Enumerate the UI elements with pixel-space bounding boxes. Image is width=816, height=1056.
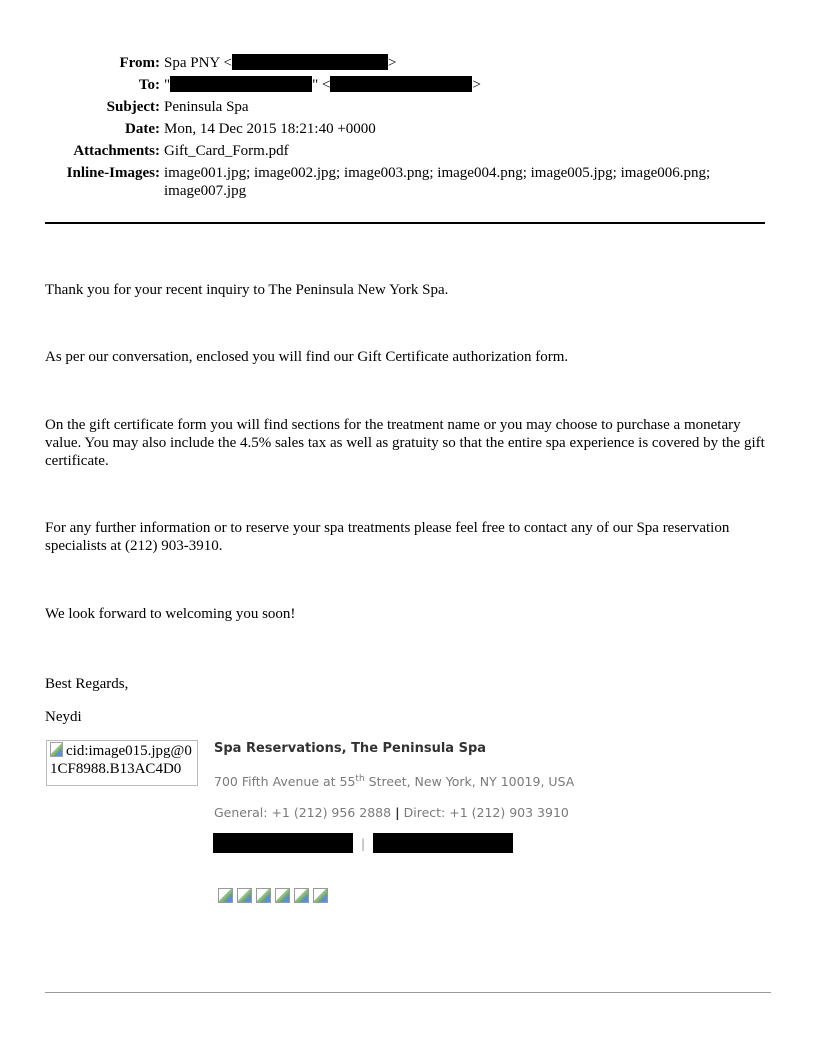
attachments-row (0, 140, 816, 162)
attachments-label: Attachments: (73, 143, 160, 159)
redacted-email (232, 54, 388, 70)
broken-image-icon[interactable] (294, 888, 309, 903)
broken-image-icon[interactable] (256, 888, 271, 903)
inline-images-label: Inline-Images: (66, 165, 160, 181)
paragraph-gift-certificate: On the gift certificate form you will find sections for the treatment name or you may choose to purchase a monetary value. You may also include the 4.5% sales tax as well as gratuity so that the entire spa experience is covered by the gift certificate. (45, 417, 765, 469)
inline-images-value: image001.jpg; image002.jpg; image003.png; image004.png; image005.jpg; image006.png; image007.jpg (164, 165, 711, 199)
phone-separator: | (395, 805, 400, 820)
redacted-link (213, 833, 353, 853)
paragraph-welcome: We look forward to welcoming you soon! (45, 606, 296, 622)
signature-links (213, 833, 513, 853)
redacted-email (330, 76, 472, 92)
date-label: Date: (125, 121, 160, 137)
from-label: From: (119, 55, 160, 71)
sender-name: Neydi (45, 709, 82, 725)
to-label: To: (138, 77, 160, 93)
subject-label: Subject: (106, 99, 160, 115)
paragraph-contact: For any further information or to reserve your spa treatments please feel free to contact any of our Spa reservation specialists at (212) 903-3910. (45, 520, 730, 554)
date-row (0, 118, 816, 140)
signature-image-alt: cid:image015.jpg@01CF8988.B13AC4D0 (50, 743, 192, 777)
redacted-name (170, 76, 312, 92)
header-divider (45, 222, 765, 224)
broken-image-icon[interactable] (313, 888, 328, 903)
from-value: Spa PNY < > (164, 55, 397, 71)
signature-phones (214, 805, 569, 820)
attachment-link[interactable]: Gift_Card_Form.pdf (164, 143, 289, 159)
general-phone[interactable]: General: +1 (212) 956 2888 (214, 805, 392, 820)
from-row (0, 52, 816, 74)
broken-image-icon[interactable] (237, 888, 252, 903)
redacted-link (373, 833, 513, 853)
link-separator: | (361, 837, 366, 851)
paragraph-thanks: Thank you for your recent inquiry to The Peninsula New York Spa. (45, 282, 449, 298)
closing: Best Regards, (45, 676, 129, 692)
broken-image-icon[interactable] (275, 888, 290, 903)
signature-address: 700 Fifth Avenue at 55th Street, New York, NY 10019, USA (214, 774, 575, 790)
signature-title: Spa Reservations, The Peninsula Spa (214, 741, 487, 756)
social-icons (218, 888, 332, 908)
email-header (0, 52, 816, 204)
signature-logo-placeholder (46, 740, 198, 786)
to-row (0, 74, 816, 96)
broken-image-icon (50, 742, 63, 757)
subject-value: Peninsula Spa (164, 99, 249, 115)
to-value: " " < > (164, 77, 481, 93)
direct-phone[interactable]: Direct: +1 (212) 903 3910 (403, 805, 569, 820)
paragraph-enclosed: As per our conversation, enclosed you will find our Gift Certificate authorization form. (45, 349, 569, 365)
broken-image-icon[interactable] (218, 888, 233, 903)
inline-images-row (0, 162, 816, 204)
date-value: Mon, 14 Dec 2015 18:21:40 +0000 (164, 121, 376, 137)
subject-row (0, 96, 816, 118)
footer-divider (45, 992, 771, 993)
